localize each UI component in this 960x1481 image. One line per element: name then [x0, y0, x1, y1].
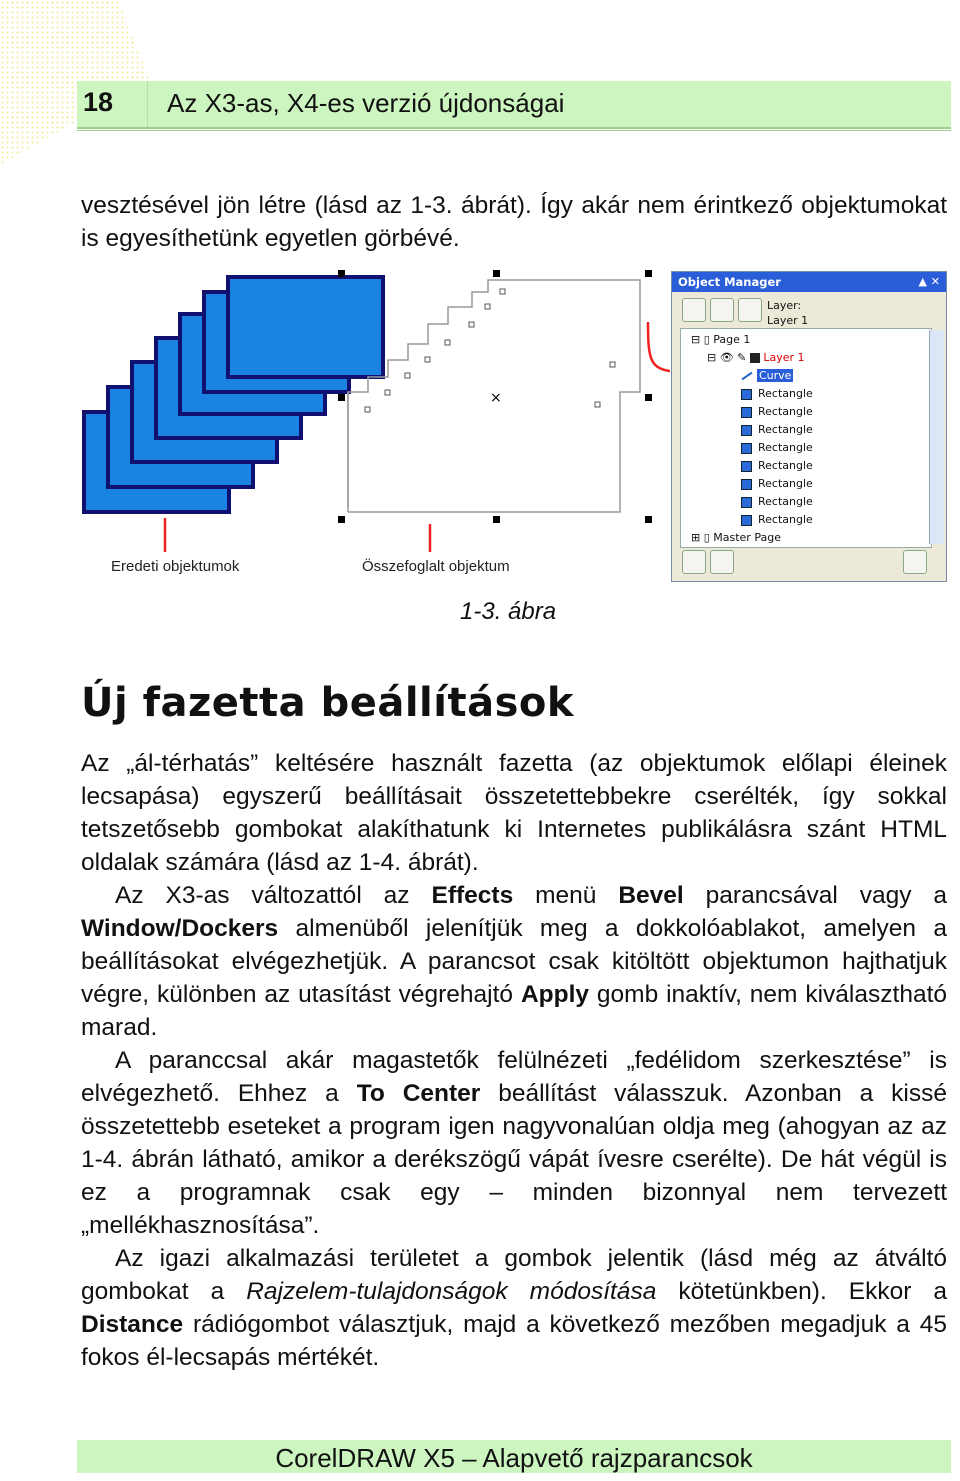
edit-across-layers-button[interactable]: [710, 298, 734, 322]
figure-caption: 1-3. ábra: [460, 598, 557, 625]
layer-label: Layer:: [767, 299, 802, 312]
rectangle-icon: [741, 479, 752, 490]
tree-item-label: Rectangle: [758, 513, 813, 526]
tree-item[interactable]: [741, 459, 813, 472]
tree-scrollbar[interactable]: [929, 330, 944, 544]
tree-item[interactable]: [741, 387, 813, 400]
rectangle-icon: [741, 461, 752, 472]
tree-item-label: Rectangle: [758, 441, 813, 454]
tree-page[interactable]: ⊟ ▯ Page 1: [691, 333, 751, 346]
object-manager-docker: [671, 271, 947, 582]
body-text: [81, 747, 947, 1374]
rectangle-icon: [741, 407, 752, 418]
rectangle-icon: [741, 425, 752, 436]
tree-item-label: Rectangle: [758, 423, 813, 436]
page-header: [77, 81, 951, 129]
tree-curve[interactable]: [741, 369, 793, 382]
book-title: CorelDRAW X5 – Alapvető rajzparancsok: [275, 1443, 753, 1473]
paragraph-4: Az igazi alkalmazási területet a gombok jelentik (lásd még az átváltó gombokat a Rajzelem-tulajdonságok módosítása kötetünkben). Ekkor a Distance rádiógombot választjuk, majd a következő mezőben megadjuk a 45 fokos él-lecsapás mértékét.: [81, 1245, 947, 1371]
page-footer: [77, 1440, 951, 1473]
rectangle-icon: [741, 389, 752, 400]
tree-item[interactable]: [741, 405, 813, 418]
figure-drawing: [80, 262, 670, 592]
paragraph-1: Az „ál-térhatás” keltésére használt fazetta (az objektumok előlapi éleinek lecsapása) egyszerű beállításait összetettebbekre cserélték, így sokkal tetszetősebb gombokat alakíthatunk ki Internetes publikálásra szánt HTML oldalak számára (lásd az 1-4. ábrát).: [81, 750, 947, 876]
tree-item-label: Rectangle: [758, 477, 813, 490]
paragraph-3: A paranccsal akár magastetők felülnézeti „fedélidom szerkesztése” is elvégezhető. Ehhez a To Center beállítást válasszuk. Azonban a kissé összetettebb eseteket a program igen nagyvonalúan oldja meg (ahogyan az az 1-4. ábrán látható, amikor a derékszögű vápát ívesre cserélte). De hát végül is ez a programnak csak egy – minden bizonnyal nem tervezett „mellékhasznosítása”.: [81, 1047, 947, 1239]
object-manager-title: Object Manager: [678, 275, 781, 289]
section-heading: Új fazetta beállítások: [81, 680, 574, 726]
svg-text:×: ×: [490, 390, 502, 406]
header-rule: [77, 130, 951, 131]
label-original-objects: Eredeti objektumok: [111, 558, 240, 575]
paragraph-2: Az X3-as változattól az Effects menü Bevel parancsával vagy a Window/Dockers almenüből jelenítjük meg a dokkolóablakot, amelyen a beállításokat elvégezhetjük. A parancsot csak kitöltött objektumon hajthatjuk végre, különben az utasítást végrehajtó Apply gomb inaktív, nem kiválasztható marad.: [81, 882, 947, 1041]
new-master-layer-button[interactable]: [710, 550, 734, 574]
active-layer-info: [767, 298, 808, 328]
delete-icon[interactable]: [903, 550, 927, 574]
tree-item-label: Rectangle: [758, 387, 813, 400]
tree-item-label: Rectangle: [758, 459, 813, 472]
page-number: 18: [83, 87, 114, 117]
rectangle-icon: [741, 443, 752, 454]
show-properties-button[interactable]: [682, 298, 706, 322]
layer-value: Layer 1: [767, 314, 809, 327]
tree-master-page[interactable]: ⊞ ▯ Master Page: [691, 531, 781, 544]
tree-page-label: Page 1: [713, 333, 751, 346]
tree-layer-label: Layer 1: [763, 351, 805, 364]
object-manager-titlebar: [672, 272, 946, 292]
rectangle-icon: [741, 515, 752, 526]
docker-close-icon[interactable]: ▲ ✕: [918, 275, 940, 288]
tree-item[interactable]: [741, 423, 813, 436]
tree-item-label: Rectangle: [758, 495, 813, 508]
tree-curve-label: Curve: [759, 369, 792, 382]
tree-master-label: Master Page: [713, 531, 781, 544]
layer-manager-view-button[interactable]: [738, 298, 762, 322]
intro-paragraph: vesztésével jön létre (lásd az 1-3. ábrát). Így akár nem érintkező objektumokat is egyesíthetünk egyetlen görbévé.: [81, 192, 947, 252]
header-divider: [147, 81, 148, 127]
layer-color-swatch: [750, 353, 760, 363]
tree-item[interactable]: [741, 513, 813, 526]
label-combined-object: Összefoglalt objektum: [362, 558, 510, 575]
curve-icon: [742, 372, 753, 381]
object-tree: [680, 328, 932, 548]
chapter-title: Az X3-as, X4-es verzió újdonságai: [167, 88, 565, 118]
object-manager-footer: [682, 550, 931, 578]
tree-layer[interactable]: ⊟ 👁 ✎ Layer 1: [707, 351, 805, 364]
tree-item[interactable]: [741, 477, 813, 490]
tree-item-label: Rectangle: [758, 405, 813, 418]
rectangle-icon: [741, 497, 752, 508]
tree-item[interactable]: [741, 495, 813, 508]
new-layer-button[interactable]: [682, 550, 706, 574]
tree-item[interactable]: [741, 441, 813, 454]
